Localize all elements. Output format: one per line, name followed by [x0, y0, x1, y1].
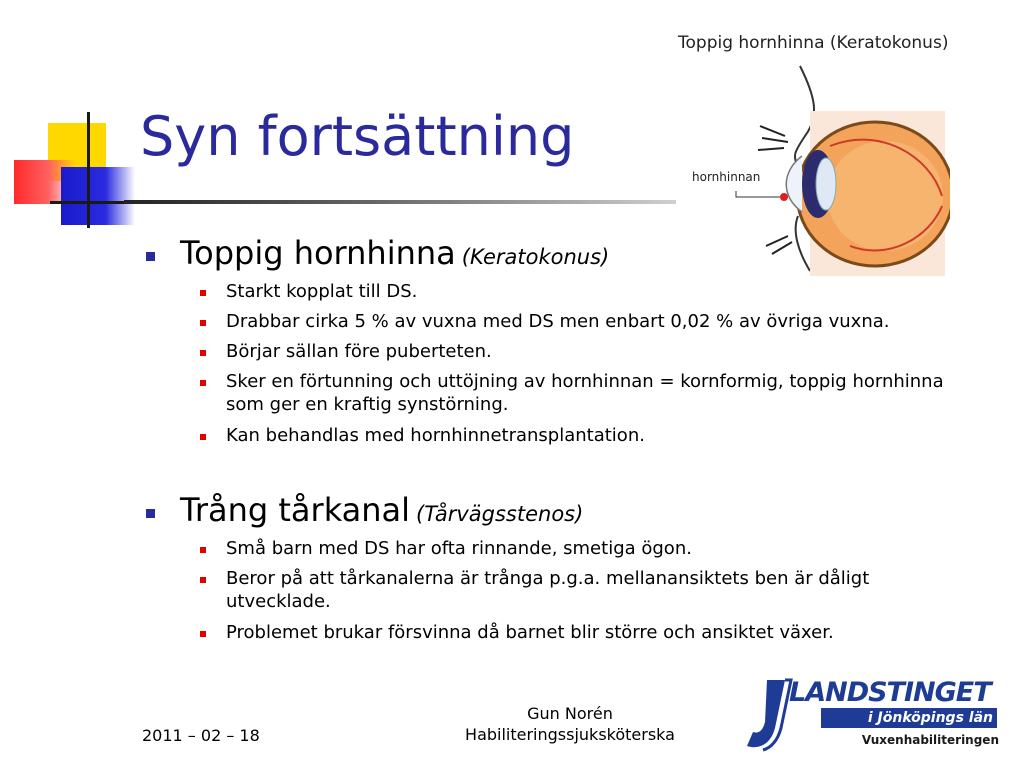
logo-region: i Jönköpings län: [821, 708, 997, 728]
title-underline: [124, 200, 676, 204]
section-subheading: (Keratokonus): [461, 245, 610, 269]
list-item: Små barn med DS har ofta rinnande, smetiga ögon.: [226, 538, 692, 559]
list-item: Sker en förtunning och uttöjning av hornhinnan = kornformig, toppig hornhinna som ger en kraftig synstörning.: [226, 371, 944, 415]
list-item: Börjar sällan före puberteten.: [226, 341, 492, 362]
bullet-icon: [200, 547, 206, 553]
image-label: hornhinnan: [692, 170, 761, 184]
author-name: Gun Norén: [527, 704, 613, 723]
decor-blue-square: [61, 167, 135, 225]
author-title: Habiliteringssjuksköterska: [465, 725, 675, 744]
bullet-icon: [200, 434, 206, 440]
decor-vertical-line: [87, 112, 90, 228]
list-item: Beror på att tårkanalerna är trånga p.g.a. mellanansiktets ben är dåligt utvecklade.: [226, 568, 870, 612]
section-subheading: (Tårvägsstenos): [416, 502, 584, 526]
section-heading-text: Trång tårkanal: [180, 491, 411, 529]
logo-j-icon: [745, 676, 793, 752]
organization-logo: [745, 674, 1001, 752]
bullet-icon: [200, 631, 206, 637]
footer-date: 2011 – 02 – 18: [142, 726, 260, 745]
logo-name: LANDSTINGET: [789, 677, 991, 708]
section-heading-text: Toppig hornhinna: [180, 234, 456, 272]
section-bullet-icon: [146, 509, 155, 518]
list-item: Problemet brukar försvinna då barnet blir större och ansiktet växer.: [226, 622, 834, 643]
bullet-icon: [200, 577, 206, 583]
list-item: Starkt kopplat till DS.: [226, 281, 418, 302]
bullet-icon: [200, 320, 206, 326]
list-item: Drabbar cirka 5 % av vuxna med DS men enbart 0,02 % av övriga vuxna.: [226, 311, 890, 332]
footer-author: [440, 703, 700, 745]
bullet-icon: [200, 380, 206, 386]
image-caption: Toppig hornhinna (Keratokonus): [678, 33, 949, 53]
logo-unit: Vuxenhabiliteringen: [861, 733, 999, 747]
section-bullet-icon: [146, 252, 155, 261]
bullet-icon: [200, 350, 206, 356]
section-heading: [180, 234, 610, 272]
slide-title: Syn fortsättning: [140, 105, 575, 168]
section-heading: [180, 491, 584, 529]
bullet-icon: [200, 290, 206, 296]
list-item: Kan behandlas med hornhinnetransplantation.: [226, 425, 645, 446]
